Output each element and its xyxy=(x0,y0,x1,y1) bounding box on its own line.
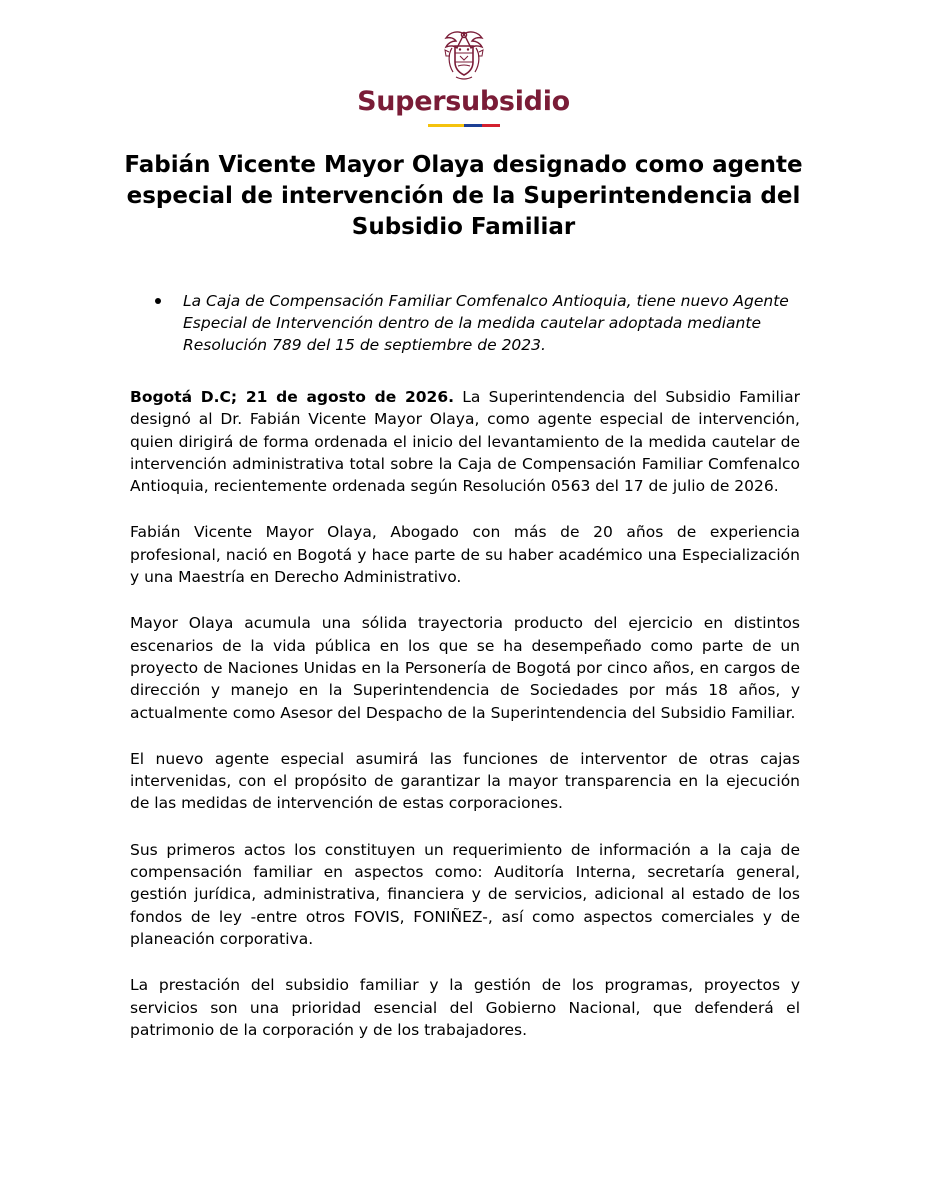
flag-yellow-stripe xyxy=(428,124,464,127)
paragraph-first-acts: Sus primeros actos los constituyen un requerimiento de información a la caja de compensación familiar en aspectos como: Auditoría Interna, secretaría general, gestión jurídica, administrativa, financiera y de servicios, adicional al estado de los fondos de ley -entre otros FOVIS, FONIÑEZ-, así como aspectos comerciales y de planeación corporativa. xyxy=(130,840,800,948)
paragraph-profile: Fabián Vicente Mayor Olaya, Abogado con más de 20 años de experiencia profesional, nació en Bogotá y hace parte de su haber académico una Especialización y una Maestría en Derecho Administrativo. xyxy=(130,523,800,587)
bullet-icon xyxy=(155,298,161,304)
brand-wordmark: Supersubsidio xyxy=(357,86,570,117)
highlights-list xyxy=(155,290,815,356)
paragraph-trajectory: Mayor Olaya acumula una sólida trayectoria producto del ejercicio en distintos escenarios de la vida pública en los que se ha desempeñado como parte de un proyecto de Naciones Unidas en la Personería de Bogotá por cinco años, en cargos de dirección y manejo en la Superintendencia de Sociedades por más 18 años, y actualmente como Asesor del Despacho de la Superintendencia del Subsidio Familiar. xyxy=(130,614,800,722)
paragraph-closing: La prestación del subsidio familiar y la gestión de los programas, proyectos y servicios son una prioridad esencial del Gobierno Nacional, que defenderá el patrimonio de la corporación y de los trabajadores. xyxy=(130,976,800,1039)
document-header xyxy=(0,28,927,127)
dateline: Bogotá D.C; 21 de agosto de 2026. xyxy=(130,388,455,406)
paragraph-functions: El nuevo agente especial asumirá las funciones de interventor de otras cajas intervenidas, con el propósito de garantizar la mayor transparencia en la ejecución de las medidas de intervención de estas corporaciones. xyxy=(130,749,800,813)
flag-red-stripe xyxy=(482,124,500,127)
flag-blue-stripe xyxy=(464,124,482,127)
colombia-coat-of-arms-icon xyxy=(436,28,492,84)
highlight-text: La Caja de Compensación Familiar Comfenalco Antioquia, tiene nuevo Agente Especial de Intervención dentro de la medida cautelar adoptada mediante Resolución 789 del 15 de septiembre de 2023. xyxy=(183,292,789,354)
lead-paragraph xyxy=(130,386,800,497)
flag-color-bar xyxy=(428,124,500,127)
page-title: Fabián Vicente Mayor Olaya designado como agente especial de intervención de la Superintendencia del Subsidio Familiar xyxy=(124,152,803,240)
highlight-item xyxy=(155,290,815,356)
article-body xyxy=(130,386,800,1065)
lead-paragraph-text: La Superintendencia del Subsidio Familiar designó al Dr. Fabián Vicente Mayor Olaya, como agente especial de intervención, quien dirigirá de forma ordenada el inicio del levantamiento de la medida cautelar de intervención administrativa total sobre la Caja de Compensación Familiar Comfenalco Antioquia, recientemente ordenada según Resolución 0563 del 17 de julio de 2026. xyxy=(130,388,800,496)
